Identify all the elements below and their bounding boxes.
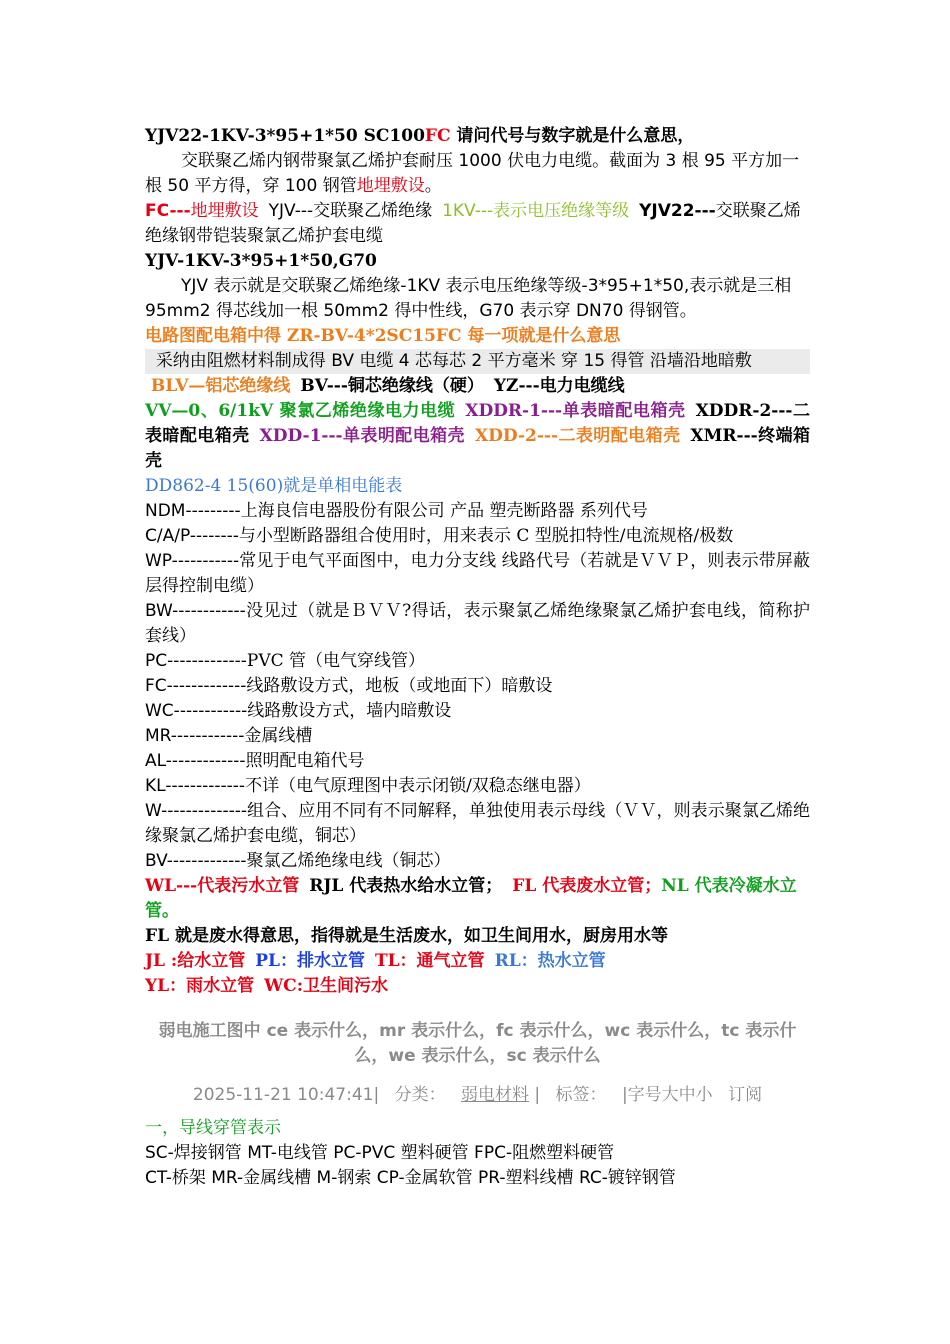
pipe-codes-line-1: WL---代表污水立管 RJL 代表热水给水立管； FL 代表废水立管；NL 代表冷凝水立管。 [145, 876, 797, 921]
category-link[interactable]: 弱电材料 [461, 1085, 529, 1105]
code-item: KL-------------不详（电气原理图中表示闭锁/双稳态继电器） [145, 776, 591, 796]
spacer [145, 999, 810, 1019]
legend-2-line-1: BLV—铝芯绝缘线 BV---铜芯绝缘线（硬） YZ---电力电缆线 [150, 376, 625, 396]
article-meta: 2025-11-21 10:47:41| 分类： 弱电材料 | 标签： |字号大中小 订阅 [192, 1085, 763, 1105]
category-label: 分类： [394, 1085, 446, 1105]
question-2-title: YJV-1KV-3*95+1*50,G70 [145, 251, 377, 271]
spacer [145, 1108, 810, 1116]
spacer [145, 1069, 810, 1083]
question-1-answer: 交联聚乙烯内钢带聚氯乙烯护套耐压 1000 伏电力电缆。截面为 3 根 95 平方加一根 50 平方得，穿 100 钢管地埋敷设。 [145, 151, 800, 196]
section-1-row-2: CT-桥架 MR-金属线槽 M-钢索 CP-金属软管 PR-塑料线槽 RC-镀锌钢管 [145, 1168, 676, 1188]
code-item: W--------------组合、应用不同有不同解释，单独使用表示母线（ＶＶ，则表示聚氯乙烯绝缘聚氯乙烯护套电缆，铜芯） [145, 801, 810, 846]
legend-1: FC---地埋敷设 YJV---交联聚乙烯绝缘 1KV---表示电压绝缘等级 YJV22---交联聚乙烯绝缘钢带铠装聚氯乙烯护套电缆 [145, 201, 801, 246]
code-item: NDM---------上海良信电器股份有限公司 产品 塑壳断路器 系列代号 [145, 501, 648, 521]
question-3-answer: 采纳由阻燃材料制成得 BV 电缆 4 芯每芯 2 平方毫米 穿 15 得管 沿墙沿地暗敷 [145, 349, 810, 374]
question-2-answer: YJV 表示就是交联聚乙烯绝缘-1KV 表示电压绝缘等级-3*95+1*50,表示就是三相 95mm2 得芯线加一根 50mm2 得中性线，G70 表示穿 DN70 得钢管。 [145, 276, 792, 321]
pipe-codes-line-2: FL 就是废水得意思，指得就是生活废水，如卫生间用水，厨房用水等 [145, 926, 668, 946]
subscribe-link[interactable]: 订阅 [728, 1085, 763, 1105]
legend-2-line-2: VV—0、6/1kV 聚氯乙烯绝缘电力电缆 XDDR-1---单表暗配电箱壳 XDDR-2---二表暗配电箱壳 XDD-1---单表明配电箱壳 XDD-2---二表明配电箱壳 XMR---终端箱壳 [145, 401, 811, 471]
tags-label: 标签： [555, 1085, 607, 1105]
document-page [145, 124, 810, 1191]
question-1-title: YJV22-1KV-3*95+1*50 SC100FC 请问代号与数字就是什么意思， [145, 126, 695, 146]
code-list [145, 499, 810, 874]
code-item: MR------------金属线槽 [145, 726, 313, 746]
code-item: WC------------线路敷设方式，墙内暗敷设 [145, 701, 452, 721]
code-item: C/A/P--------与小型断路器组合使用时，用来表示 C 型脱扣特性/电流规格/极数 [145, 526, 734, 546]
font-size-toggle[interactable]: |字号大中小 [621, 1085, 713, 1105]
article-date: 2025-11-21 10:47:41| [192, 1085, 380, 1105]
article-title: 弱电施工图中 ce 表示什么，mr 表示什么，fc 表示什么，wc 表示什么，tc 表示什么，we 表示什么，sc 表示什么 [158, 1021, 797, 1066]
code-item: FC-------------线路敷设方式，地板（或地面下）暗敷设 [145, 676, 553, 696]
code-item: WP-----------常见于电气平面图中，电力分支线 线路代号（若就是ＶＶＰ，则表示带屏蔽层得控制电缆） [145, 551, 810, 596]
code-item: PC-------------PVC 管（电气穿线管） [145, 651, 426, 671]
code-item: BV-------------聚氯乙烯绝缘电线（铜芯） [145, 851, 451, 871]
code-item: AL-------------照明配电箱代号 [145, 751, 365, 771]
pipe-codes-line-4: YL：雨水立管 WC:卫生间污水 [145, 976, 388, 996]
section-1-row-1: SC-焊接钢管 MT-电线管 PC-PVC 塑料硬管 FPC-阻燃塑料硬管 [145, 1143, 615, 1163]
legend-2-line-3: DD862-4 15(60)就是单相电能表 [145, 476, 403, 496]
question-3-title: 电路图配电箱中得 ZR-BV-4*2SC15FC 每一项就是什么意思 [145, 326, 621, 346]
code-item: BW------------没见过（就是ＢＶＶ?得话，表示聚氯乙烯绝缘聚氯乙烯护套电线，简称护套线） [145, 601, 810, 646]
pipe-codes-line-3: JL :给水立管 PL：排水立管 TL：通气立管 RL：热水立管 [145, 951, 606, 971]
section-1-heading: 一，导线穿管表示 [145, 1118, 281, 1138]
